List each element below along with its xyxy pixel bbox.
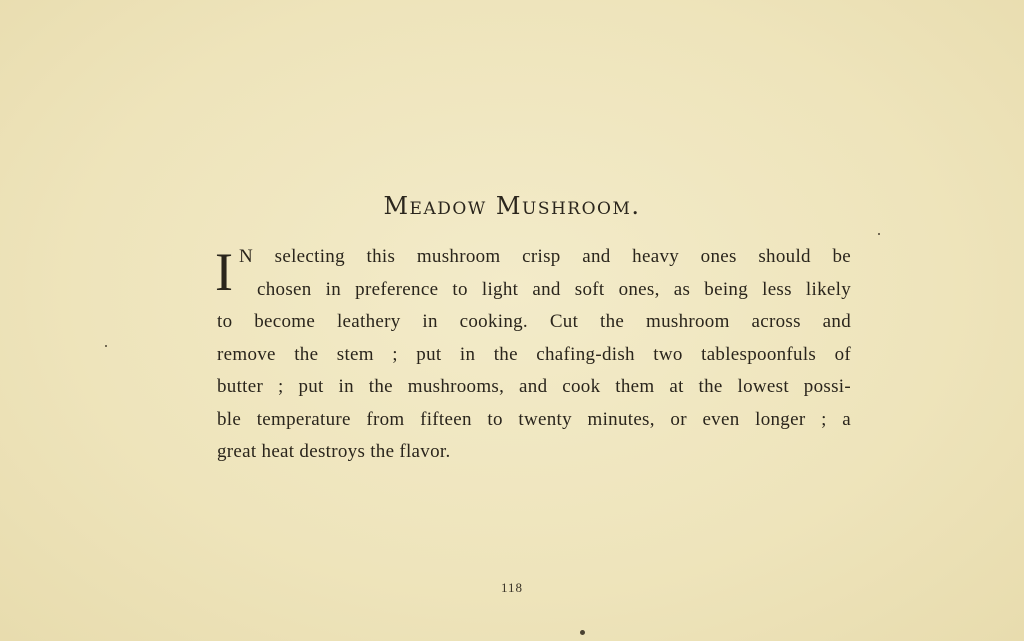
page-title: Meadow Mushroom. bbox=[383, 192, 641, 220]
paragraph-line-7: great heat destroys the flavor. bbox=[217, 441, 451, 462]
paragraph-line-1: N selecting this mushroom crisp and heavy ones should be bbox=[239, 246, 851, 267]
paper-speck bbox=[580, 630, 585, 635]
paragraph-line-2: chosen in preference to light and soft ones, as being less likely bbox=[257, 278, 851, 300]
paragraph-line-4: remove the stem ; put in the chafing-dish two tablespoonfuls of bbox=[217, 343, 851, 365]
paragraph-line-6: ble temperature from fifteen to twenty minutes, or even longer ; a bbox=[217, 408, 851, 430]
page-number: 118 bbox=[500, 580, 524, 595]
paragraph-line-3: to become leathery in cooking. Cut the mushroom across and bbox=[217, 311, 851, 332]
paragraph-line-5: butter ; put in the mushrooms, and cook them at the lowest possi- bbox=[217, 376, 851, 397]
paper-speck bbox=[878, 233, 880, 235]
drop-cap: I bbox=[215, 242, 234, 302]
body-paragraph bbox=[217, 241, 851, 469]
paper-speck bbox=[105, 345, 107, 347]
